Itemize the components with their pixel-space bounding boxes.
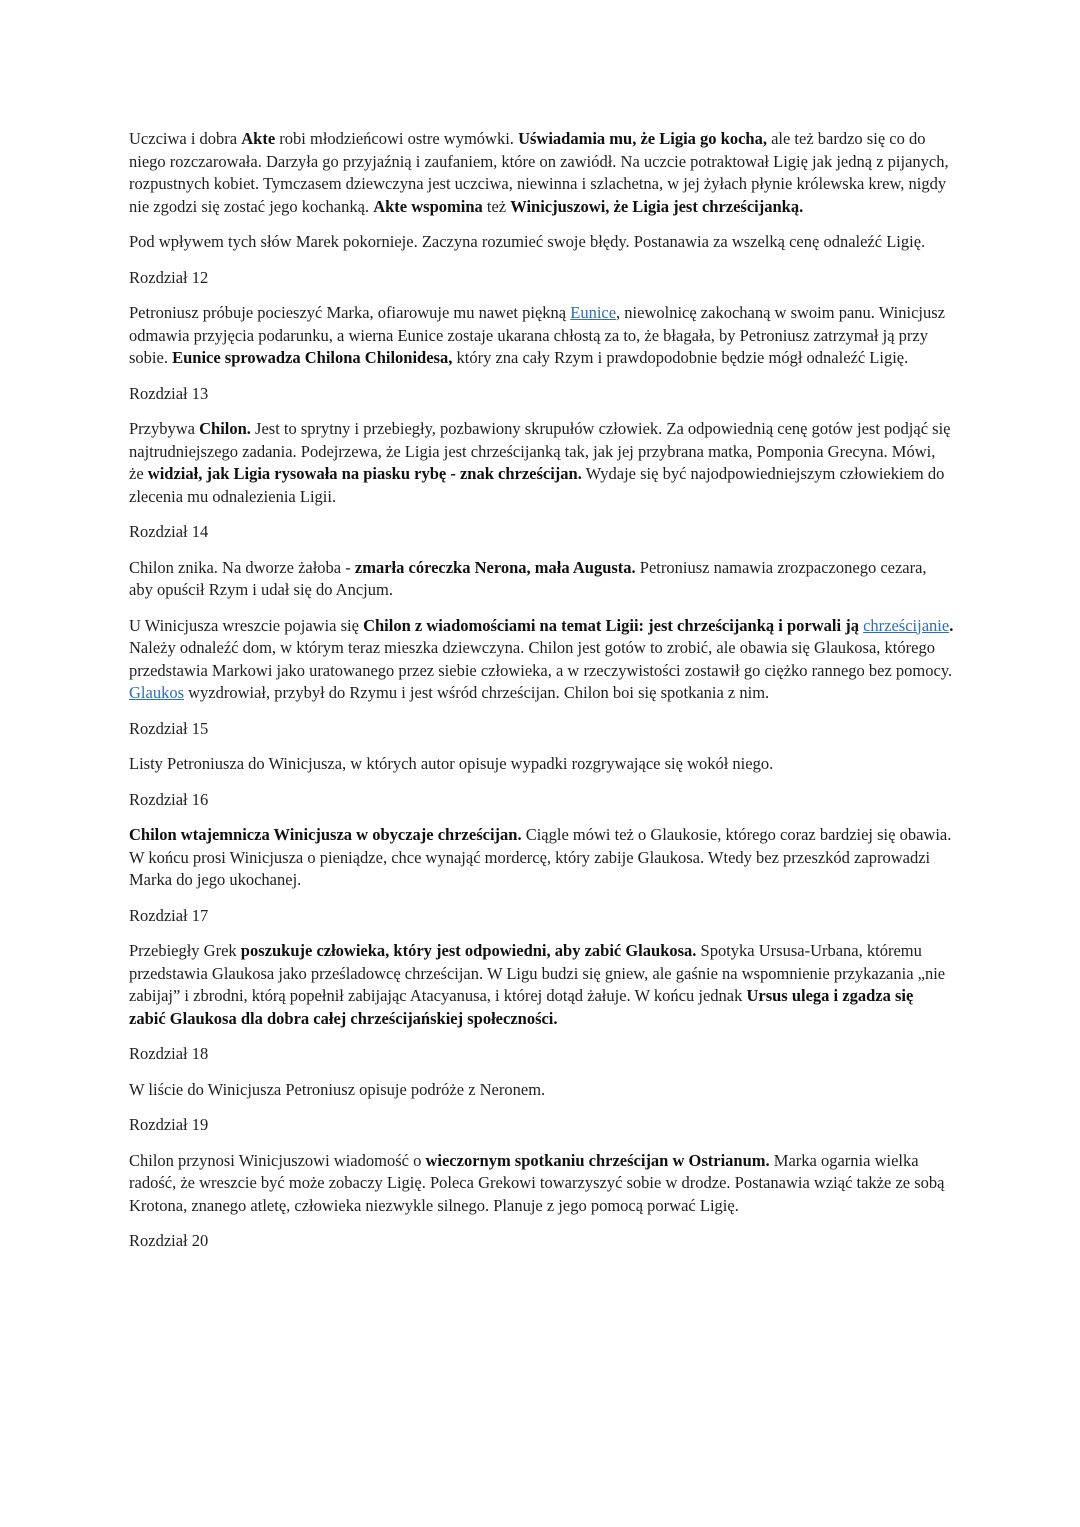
paragraph xyxy=(129,753,954,776)
inline-link[interactable]: Glaukos xyxy=(129,683,184,702)
bold-text: Uświadamia mu, że Ligia go kocha, xyxy=(518,129,767,148)
text-run: Przybywa xyxy=(129,419,200,438)
chapter-heading xyxy=(129,1230,954,1253)
text-run: Petroniusz próbuje pocieszyć Marka, ofiarowuje mu nawet piękną xyxy=(129,303,571,322)
text-run: Pod wpływem tych słów Marek pokornieje. Zaczyna rozumieć swoje błędy. Postanawia za wszelką cenę odnaleźć Ligię. xyxy=(129,232,926,251)
bold-text: Chilon z wiadomościami na temat Ligii: jest chrześcijanką i porwali ją xyxy=(363,615,864,635)
text-run: Petroniusz namawia zrozpaczonego cezara, aby opuścił Rzym i udał się do Ancjum. xyxy=(129,557,927,599)
text-run: Rozdział 20 xyxy=(129,1231,209,1250)
paragraph xyxy=(129,1150,954,1218)
text-run: Rozdział 13 xyxy=(129,383,209,403)
text-run: ale też bardzo się co do niego rozczarowała. Darzyła go przyjaźnią i zaufaniem, które on zawiódł. Na uczcie potraktował Ligię jak jedną z pijanych, rozpustnych kobiet. Tymczasem dziewczyna jest uczciwa, niewinna i szlachetna, w jej żyłach płynie królewska krew, nigdy nie zgodzi się zostać jego kochanką. xyxy=(129,129,949,216)
text-run: W liście do Winicjusza Petroniusz opisuje podróże z Neronem. xyxy=(129,1079,546,1099)
chapter-heading xyxy=(129,267,954,290)
bold-text: poszukuje człowieka, który jest odpowiedni, aby zabić Glaukosa. xyxy=(240,941,697,960)
text-run: Wydaje się być najodpowiedniejszym człowiekiem do zlecenia mu odnalezienia Ligii. xyxy=(129,464,945,506)
paragraph xyxy=(129,418,954,508)
chapter-heading xyxy=(129,1043,954,1066)
text-run: Rozdział 16 xyxy=(129,789,209,809)
text-run: Chilon przynosi Winicjuszowi wiadomość o xyxy=(129,1150,426,1170)
bold-text: Akte xyxy=(241,129,276,148)
paragraph xyxy=(129,1079,954,1102)
text-run: Rozdział 15 xyxy=(129,718,209,738)
bold-text: Eunice sprowadza Chilona Chilonidesa, xyxy=(172,348,453,367)
text-run: Jest to sprytny i przebiegły, pozbawiony skrupułów człowiek. Za odpowiednią cenę gotów jest podjąć się najtrudniejszego zadania. Podejrzewa, że Ligia jest chrześcijanką tak, jak jej przybrana matka, Pomponia Grecyna. Mówi, że xyxy=(129,419,951,483)
text-run: Ciągle mówi też o Glaukosie, którego coraz bardziej się obawia. W końcu prosi Winicjusza o pieniądze, chce wynająć mordercę, który zabije Glaukosa. Wtedy bez przeszkód zaprowadzi Marka do jego ukochanej. xyxy=(129,825,952,889)
bold-text: wieczornym spotkaniu chrześcijan w Ostrianum. xyxy=(425,1150,770,1170)
chapter-heading xyxy=(129,383,954,406)
bold-text: . xyxy=(949,615,954,635)
text-run: Uczciwa i dobra xyxy=(129,129,242,148)
bold-text: Akte wspomina xyxy=(373,196,483,216)
text-run: Rozdział 19 xyxy=(129,1115,209,1134)
paragraph xyxy=(129,940,954,1030)
text-run: Spotyka Ursusa-Urbana, któremu przedstawia Glaukosa jako prześladowcę chrześcijan. W Ligu budzi się gniew, ale gaśnie na wspomnienie przykazania „nie zabijaj” i zbrodni, którą popełnił zabijając Atacyanusa, i której dotąd żałuje. W końcu jednak xyxy=(129,941,946,1005)
chapter-heading xyxy=(129,789,954,812)
bold-text: Chilon wtajemnicza Winicjusza w obyczaje chrześcijan. xyxy=(129,825,522,844)
text-run: Listy Petroniusza do Winicjusza, w których autor opisuje wypadki rozgrywające się wokół niego. xyxy=(129,754,774,773)
inline-link[interactable]: Eunice xyxy=(570,303,617,322)
paragraph xyxy=(129,824,954,892)
bold-text: Chilon. xyxy=(199,419,251,438)
paragraph xyxy=(129,615,954,705)
inline-link[interactable]: chrześcijanie xyxy=(863,615,950,635)
text-run: U Winicjusza wreszcie pojawia się xyxy=(129,615,364,635)
text-run: Rozdział 18 xyxy=(129,1044,209,1063)
document-page xyxy=(129,128,954,1266)
bold-text: Winicjuszowi, że Ligia jest chrześcijanką. xyxy=(510,196,804,216)
bold-text: zmarła córeczka Nerona, mała Augusta. xyxy=(354,557,636,577)
text-run: wyzdrowiał, przybył do Rzymu i jest wśród chrześcijan. Chilon boi się spotkania z nim. xyxy=(184,683,770,702)
text-run: Rozdział 14 xyxy=(129,522,209,541)
paragraph xyxy=(129,128,954,218)
text-run: Należy odnaleźć dom, w którym teraz mieszka dziewczyna. Chilon jest gotów to zrobić, ale obawia się Glaukosa, którego przedstawia Markowi jako uratowanego przez siebie człowieka, a w rzeczywistości zostawił go ciężko rannego bez pomocy. xyxy=(129,638,953,680)
bold-text: Ursus ulega i zgadza się zabić Glaukosa dla dobra całej chrześcijańskiej społeczności. xyxy=(129,986,914,1028)
chapter-heading xyxy=(129,718,954,741)
text-run: Rozdział 17 xyxy=(129,905,209,925)
text-run: robi młodzieńcowi ostre wymówki. xyxy=(275,129,519,148)
chapter-heading xyxy=(129,905,954,928)
text-run: Rozdział 12 xyxy=(129,267,209,287)
paragraph xyxy=(129,557,954,602)
text-run: Chilon znika. Na dworze żałoba - xyxy=(129,557,355,577)
chapter-heading xyxy=(129,521,954,544)
text-run: , niewolnicę zakochaną w swoim panu. Winicjusz odmawia przyjęcia podarunku, a wierna Eunice zostaje ukarana chłostą za to, że błagała, by Petroniusz zatrzymał ją przy sobie. xyxy=(129,303,945,367)
bold-text: widział, jak Ligia rysowała na piasku rybę - znak chrześcijan. xyxy=(147,464,582,483)
text-run: Marka ogarnia wielka radość, że wreszcie być może zobaczy Ligię. Poleca Grekowi towarzyszyć sobie w drodze. Postanawia wziąć także ze sobą Krotona, znanego atletę, człowieka niezwykle silnego. Planuje z jego pomocą porwać Ligię. xyxy=(129,1150,945,1215)
chapter-heading xyxy=(129,1114,954,1137)
text-run: też xyxy=(482,196,511,216)
text-run: Przebiegły Grek xyxy=(129,941,241,960)
paragraph xyxy=(129,231,954,254)
paragraph xyxy=(129,302,954,370)
text-run: który zna cały Rzym i prawdopodobnie będzie mógł odnaleźć Ligię. xyxy=(452,348,909,367)
